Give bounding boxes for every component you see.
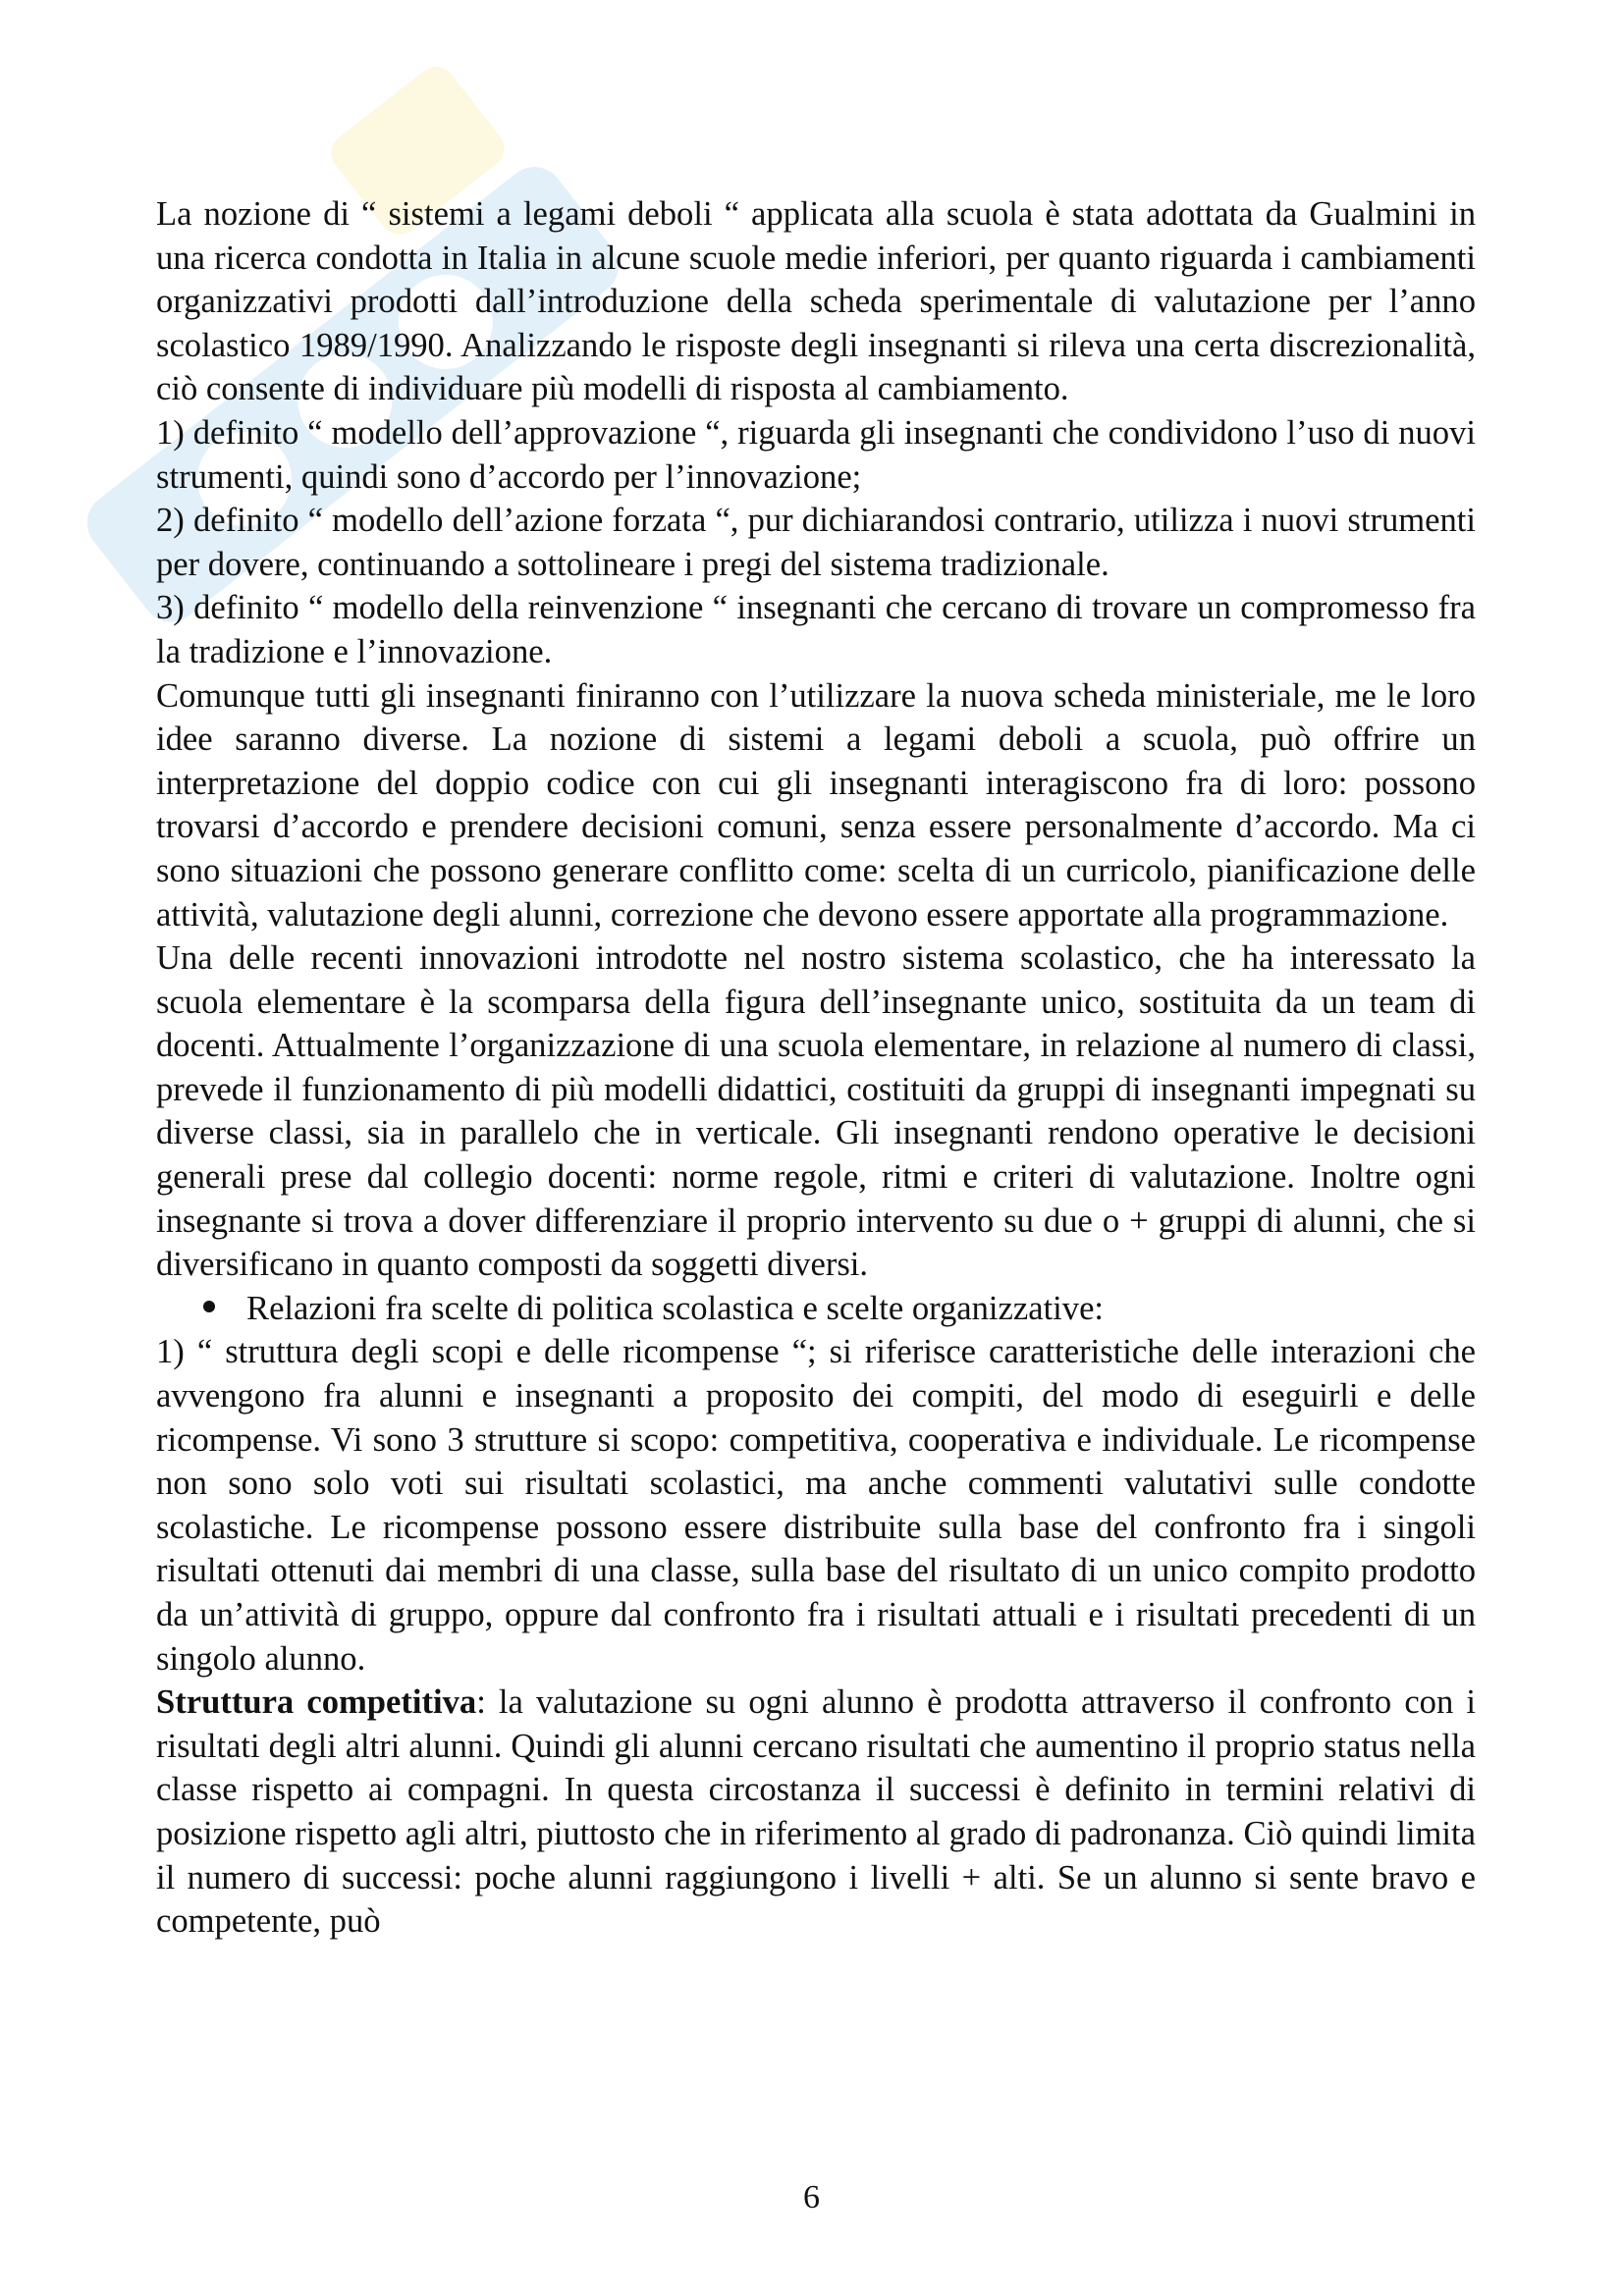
paragraph-model-3: 3) definito “ modello della reinvenzione “ insegnanti che cercano di trovare un compromesso fra la tradizione e l’innovazione. [156, 589, 1476, 670]
paragraph-team-docenti: Una delle recenti innovazioni introdotte nel nostro sistema scolastico, che ha interessato la scuola elementare è la scomparsa della figura dell’insegnante unico, sostituita da un team di docenti. Attualmente l’organizzazione di una scuola elementare, in relazione al numero di classi, prevede il funzionamento di più modelli didattici, costituiti da gruppi di insegnanti impegnati su diverse classi, sia in parallelo che in verticale. Gli insegnanti rendono operative le decisioni generali prese dal collegio docenti: norme regole, ritmi e criteri di valutazione. Inoltre ogni insegnante si trova a dover differenziare il proprio intervento su due o + gruppi di alunni, che si diversificano in quanto composti da soggetti diversi. [156, 939, 1476, 1284]
bullet-text: Relazioni fra scelte di politica scolastica e scelte organizzative: [246, 1289, 1105, 1327]
page-number: 6 [803, 2179, 820, 2216]
paragraph-model-1: 1) definito “ modello dell’approvazione “, riguarda gli insegnanti che condividono l’uso di nuovi strumenti, quindi sono d’accordo per l’innovazione; [156, 413, 1476, 496]
document-body [156, 192, 1476, 1944]
paragraph-intro: La nozione di “ sistemi a legami deboli “ applicata alla scuola è stata adottata da Gualmini in una ricerca condotta in Italia in alcune scuole medie inferiori, per quanto riguarda i cambiamenti organizzativi prodotti dall’introduzione della scheda sperimentale di valutazione per l’anno scolastico 1989/1990. Analizzando le risposte degli insegnanti si rileva una certa discrezionalità, ciò consente di individuare più modelli di risposta al cambiamento. [156, 195, 1476, 408]
paragraph-model-2: 2) definito “ modello dell’azione forzata “, pur dichiarandosi contrario, utilizza i nuovi strumenti per dovere, continuando a sottolineare i pregi del sistema tradizionale. [156, 502, 1476, 583]
paragraph-text: : la valutazione su ogni alunno è prodotta attraverso il confronto con i risultati degli altri alunni. Quindi gli alunni cercano risultati che aumentino il proprio status nella classe rispetto ai compagni. In questa circostanza il successi è definito in termini relativi di posizione rispetto agli altri, piuttosto che in riferimento al grado di padronanza. Ciò quindi limita il numero di successi: poche alunni raggiungono i livelli + alti. Se un alunno si sente bravo e competente, può [156, 1683, 1476, 1941]
bullet-item [156, 1287, 1476, 1331]
paragraph-struttura-competitiva [156, 1681, 1476, 1944]
bullet-dot-icon [203, 1301, 215, 1312]
paragraph-scheda: Comunque tutti gli insegnanti finiranno con l’utilizzare la nuova scheda ministeriale, me le loro idee saranno diverse. La nozione di sistemi a legami deboli a scuola, può offrire un interpretazione del doppio codice con cui gli insegnanti interagiscono fra di loro: possono trovarsi d’accordo e prendere decisioni comuni, senza essere personalmente d’accordo. Ma ci sono situazioni che possono generare conflitto come: scelta di un curricolo, pianificazione delle attività, valutazione degli alunni, correzione che devono essere apportate alla programmazione. [156, 676, 1476, 934]
paragraph-struttura-scopi: 1) “ struttura degli scopi e delle ricompense “; si riferisce caratteristiche delle interazioni che avvengono fra alunni e insegnanti a proposito dei compiti, del modo di eseguirli e delle ricompense. Vi sono 3 strutture si scopo: competitiva, cooperativa e individuale. Le ricompense non sono solo voti sui risultati scolastici, ma anche commenti valutativi sulle condotte scolastiche. Le ricompense possono essere distribuite sulla base del confronto fra i singoli risultati ottenuti dai membri di una classe, sulla base del risultato di un unico compito prodotto da un’attività di gruppo, oppure dal confronto fra i risultati attuali e i risultati precedenti di un singolo alunno. [156, 1333, 1476, 1678]
bold-term: Struttura competitiva [156, 1683, 477, 1722]
